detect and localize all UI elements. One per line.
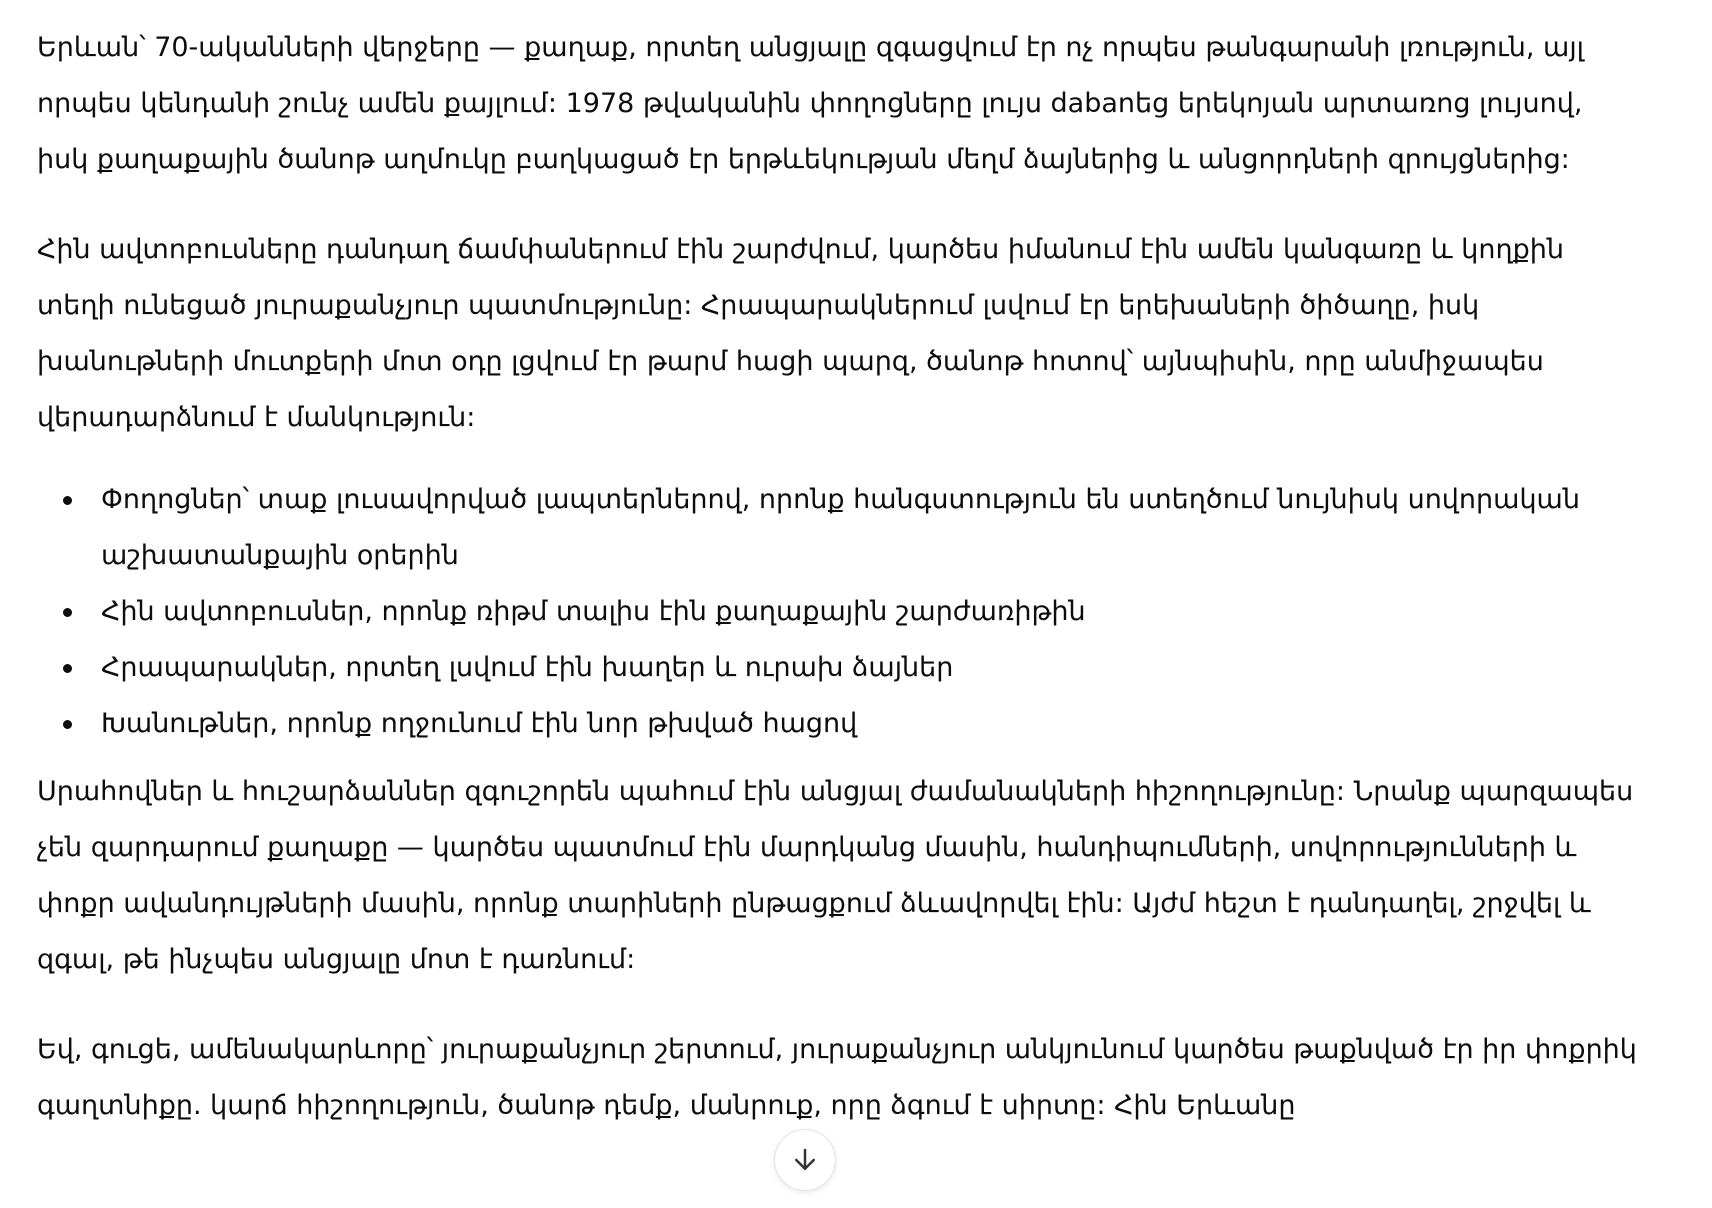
list-item: Հին ավտոբուսներ, որոնք ռիթմ տալիս էին քաղաքային շարժառիթին [37,584,1637,640]
chat-message-content [37,20,1637,1134]
bullet-list [37,472,1637,752]
arrow-down-icon [790,1145,820,1175]
paragraph-3: Սրահովներ և հուշարձաններ զգուշորեն պահում էին անցյալ ժամանակների հիշողությունը: Նրանք պարզապես չեն զարդարում քաղաքը — կարծես պատմում էին մարդկանց մասին, հանդիպումների, սովորությունների և փոքր ավանդույթների մասին, որոնք տարիների ընթացքում ձևավորվել էին: Այժմ հեշտ է դանդաղել, շրջվել և զգալ, թե ինչպես անցյալը մոտ է դառնում: [37,776,1634,975]
paragraph-4: Եվ, գուցե, ամենակարևորը՝ յուրաքանչյուր շերտում, յուրաքանչյուր անկյունում կարծես թաքնված էր իր փոքրիկ գաղտնիքը. կարճ հիշողություն, ծանոթ դեմք, մանրուք, որը ձգում է սիրտը: Հին Երևանը [37,1034,1637,1121]
list-item: Փողոցներ՝ տաք լուսավորված լապտերներով, որոնք հանգստություն են ստեղծում նույնիսկ սովորական աշխատանքային օրերին [37,472,1637,584]
list-item: Հրապարակներ, որտեղ լսվում էին խաղեր և ուրախ ձայներ [37,640,1637,696]
paragraph-2: Հին ավտոբուսները դանդաղ ճամփաներում էին շարժվում, կարծես իմանում էին ամեն կանգառը և կողքին տեղի ունեցած յուրաքանչյուր պատմությունը: Հրապարակներում լսվում էր երեխաների ծիծաղը, իսկ խանութների մուտքերի մոտ օդը լցվում էր թարմ հացի պարզ, ծանոթ հոտով՝ այնպիսին, որը անմիջապես վերադարձնում է մանկություն: [37,234,1564,433]
list-item: Խանութներ, որոնք ողջունում էին նոր թխված հացով [37,696,1637,752]
scroll-to-bottom-button[interactable] [774,1129,836,1191]
bottom-fade [0,1148,1712,1208]
paragraph-1: Երևան՝ 70-ականների վերջերը — քաղաք, որտեղ անցյալը զգացվում էր ոչ որպես թանգարանի լռություն, այլ որպես կենդանի շունչ ամեն քայլում: 1978 թվականին փողոցները լույս dabanեց երեկոյան արտառոց լույսով, իսկ քաղաքային ծանոթ աղմուկը բաղկացած էր երթևեկության մեղմ ձայներից և անցորդների զրույցներից: [37,32,1585,175]
